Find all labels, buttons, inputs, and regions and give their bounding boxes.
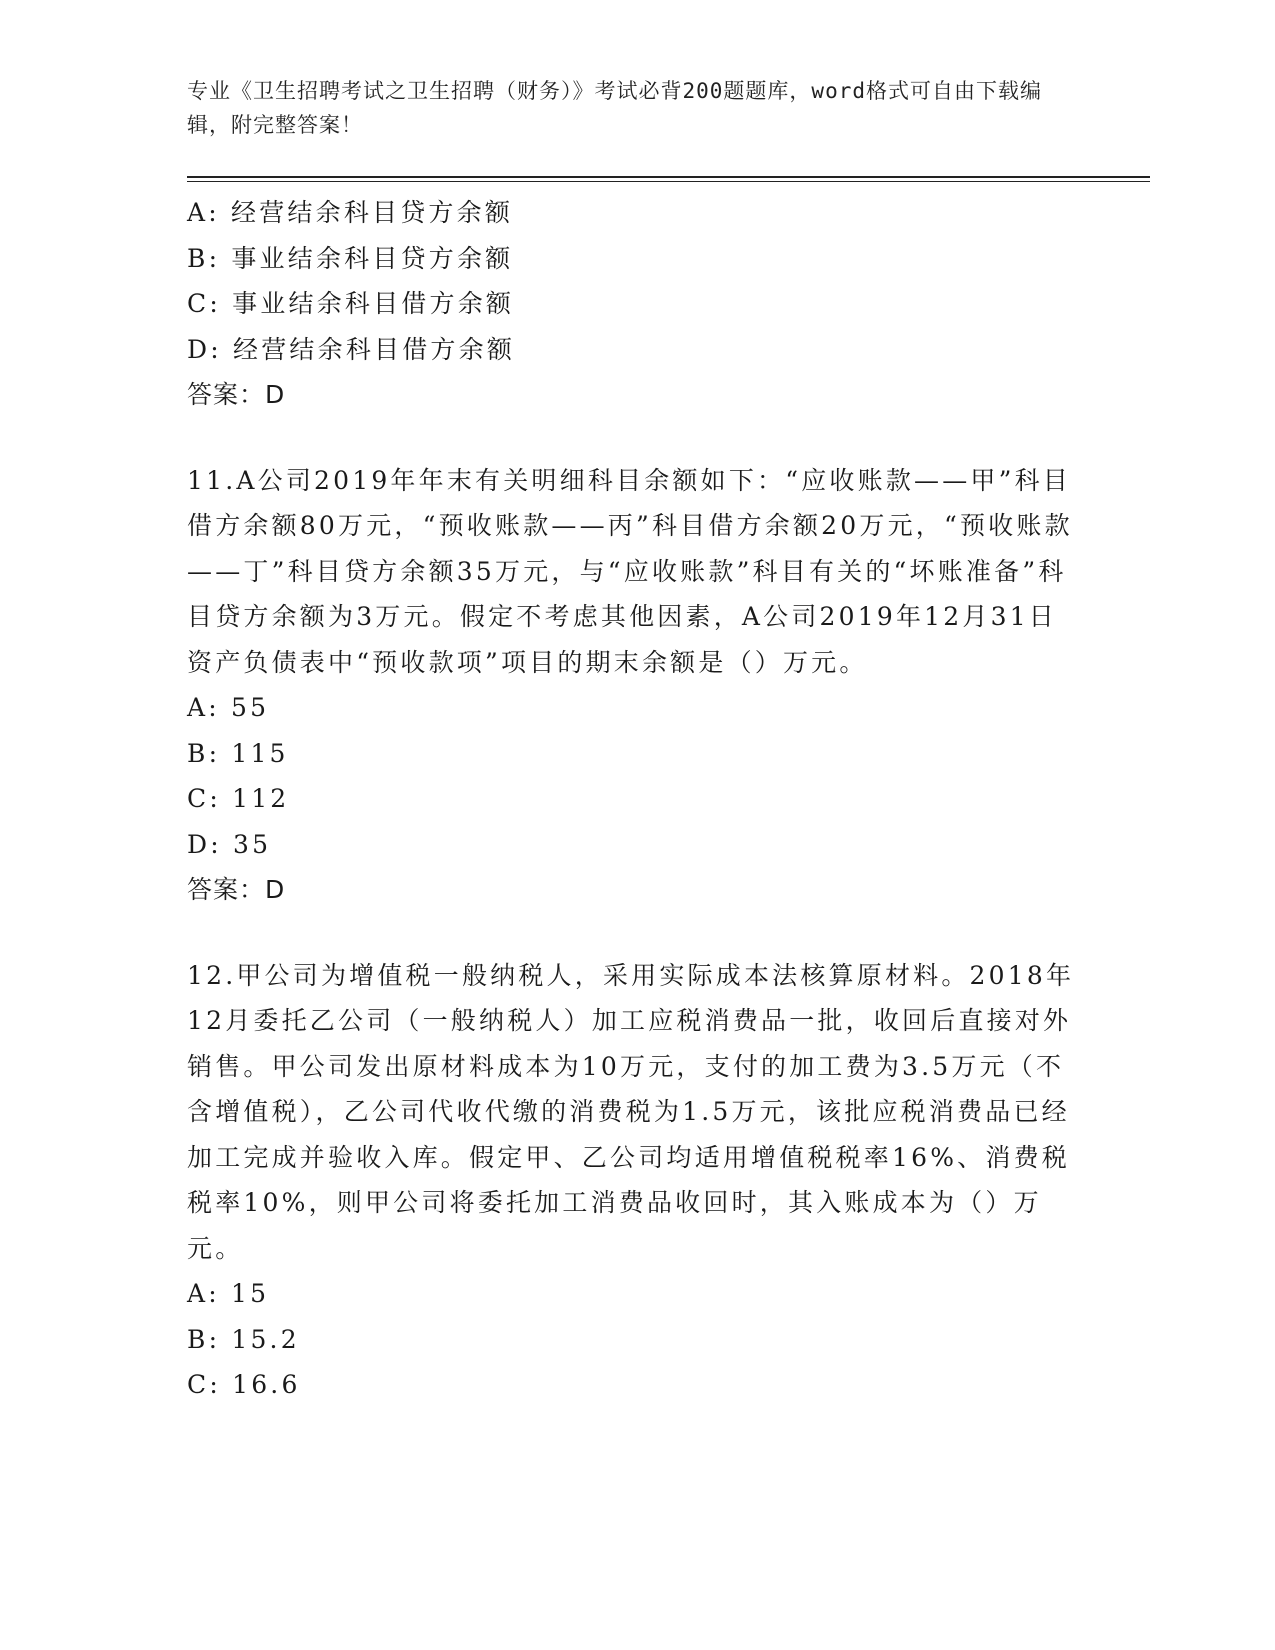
option-d: D: 35 xyxy=(187,829,272,859)
option-a: A: 经营结余科目贷方余额 xyxy=(187,198,514,227)
option-a: A: 55 xyxy=(187,693,270,722)
document-body xyxy=(187,190,1087,1408)
option-d: D: 经营结余科目借方余额 xyxy=(187,334,516,364)
document-header: 专业《卫生招聘考试之卫生招聘（财务）》考试必背200题题库，word格式可自由下载编辑，附完整答案！ xyxy=(187,79,1042,137)
header-rule-thin xyxy=(187,181,1150,182)
option-b: B: 15.2 xyxy=(187,1324,300,1354)
answer-line: 答案：D xyxy=(187,380,286,409)
header-rule-thick xyxy=(187,176,1150,178)
question-11-block xyxy=(187,458,1087,913)
question-stem: 12.甲公司为增值税一般纳税人，采用实际成本法核算原材料。2018年12月委托乙公司（一般纳税人）加工应税消费品一批，收回后直接对外销售。甲公司发出原材料成本为10万元，支付的加工费为3.5万元（不含增值税），乙公司代收代缴的消费税为1.5万元，该批应税消费品已经加工完成并验收入库。假定甲、乙公司均适用增值税税率16%、消费税税率10%，则甲公司将委托加工消费品收回时，其入账成本为（）万元。 xyxy=(187,960,1075,1263)
option-b: B: 115 xyxy=(187,738,289,768)
option-c: C: 事业结余科目借方余额 xyxy=(187,289,515,318)
question-12-block xyxy=(187,953,1087,1408)
question-stem: 11.A公司2019年年末有关明细科目余额如下：“应收账款——甲”科目借方余额80万元，“预收账款——丙”科目借方余额20万元，“预收账款——丁”科目贷方余额35万元，与“应收账款”科目有关的“坏账准备”科目贷方余额为3万元。假定不考虑其他因素，A公司2019年12月31日资产负债表中“预收款项”项目的期末余额是（）万元。 xyxy=(187,465,1073,677)
question-10-block xyxy=(187,190,1087,418)
option-b: B: 事业结余科目贷方余额 xyxy=(187,243,514,273)
option-c: C: 112 xyxy=(187,784,290,813)
option-c: C: 16.6 xyxy=(187,1370,301,1399)
answer-line: 答案：D xyxy=(187,875,286,904)
option-a: A: 15 xyxy=(187,1279,270,1308)
